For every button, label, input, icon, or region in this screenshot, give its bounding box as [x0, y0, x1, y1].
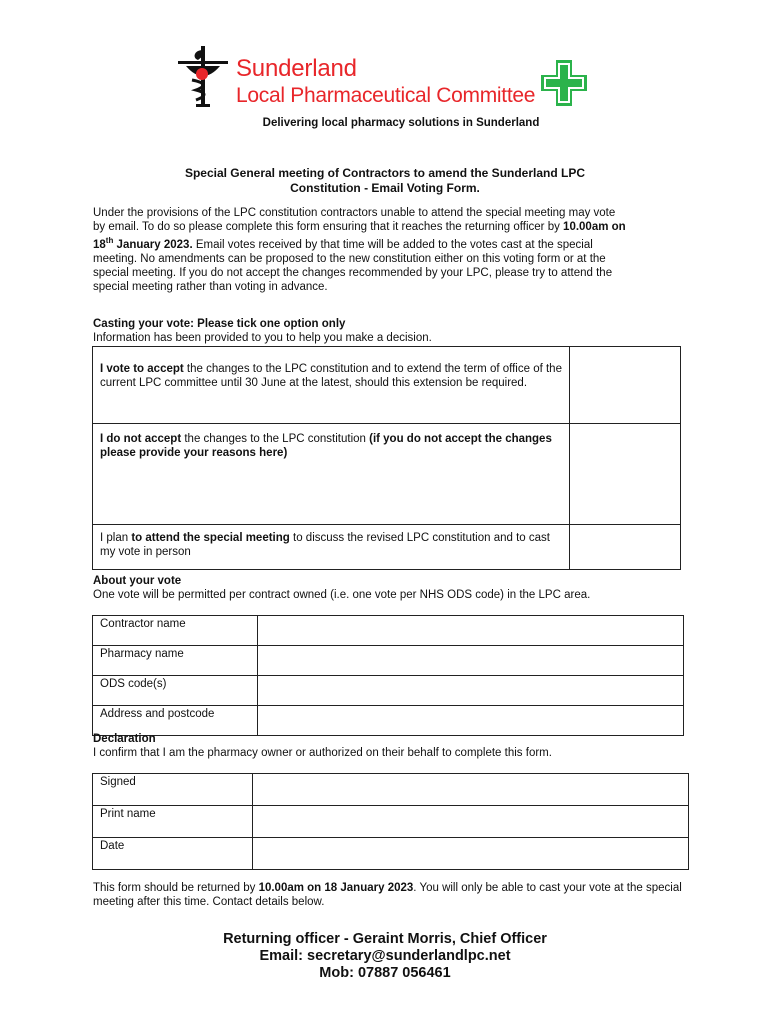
pharmacy-cross-icon [540, 59, 588, 107]
form-title-line1: Special General meeting of Contractors to amend the Sunderland LPC [184, 166, 586, 180]
casting-heading: Casting your vote: Please tick one option only [93, 318, 346, 330]
closing-text-b: . You will only be able to cast your vote at the special meeting after this time. Contact details below. [93, 882, 682, 908]
contact-email: Email: secretary@sunderlandlpc.net [259, 948, 511, 964]
form-title-line2: Constitution - Email Voting Form. [290, 181, 480, 195]
info-row [93, 676, 684, 706]
option-accept-text: the changes to the LPC constitution and to extend the term of office of the current LPC committee until 30 June at the latest, should this extension be required. [100, 363, 562, 389]
info-row [93, 616, 684, 646]
option-reject-bold: I do not accept [100, 433, 182, 445]
declaration-row [93, 838, 689, 870]
contractor-info-table [92, 615, 684, 736]
date-field[interactable] [253, 838, 689, 870]
info-row [93, 706, 684, 736]
attend-tick-box[interactable] [570, 525, 681, 570]
option-reject-reasons: (if you do not accept the changes please provide your reasons here) [100, 433, 552, 459]
signed-field[interactable] [253, 774, 689, 806]
declaration-text: I confirm that I am the pharmacy owner or authorized on their behalf to complete this form. [93, 747, 552, 759]
field-label: Pharmacy name [93, 646, 258, 676]
deadline-date: January 2023. [113, 238, 193, 251]
about-heading: About your vote [93, 575, 182, 587]
casting-subtext: Information has been provided to you to help you make a decision. [93, 332, 432, 344]
closing-paragraph [93, 881, 688, 909]
intro-paragraph [93, 206, 628, 294]
intro-text-a: Under the provisions of the LPC constitution contractors unable to attend the special meeting may vote by email. To do so please complete this form ensuring that it reaches the returning officer by [93, 207, 616, 233]
returning-officer: Returning officer - Geraint Morris, Chief Officer [223, 931, 547, 947]
option-attend-bold: to attend the special meeting [131, 532, 290, 544]
address-field[interactable] [258, 706, 684, 736]
declaration-row [93, 806, 689, 838]
contact-mobile: Mob: 07887 056461 [319, 965, 451, 981]
option-attend-pre: I plan [100, 532, 132, 544]
field-label: Contractor name [93, 616, 258, 646]
closing-deadline: 10.00am on 18 January 2023 [258, 882, 414, 894]
closing-text-a: This form should be returned by [93, 882, 259, 894]
declaration-heading: Declaration [93, 733, 156, 745]
declaration-table [92, 773, 689, 870]
option-attend-text: to discuss the revised LPC constitution and to cast my vote in person [100, 532, 550, 558]
reject-tick-box[interactable] [570, 424, 681, 525]
contractor-name-field[interactable] [258, 616, 684, 646]
field-label: Signed [93, 774, 253, 806]
org-name-line2: Local Pharmaceutical Committee [236, 84, 536, 107]
vote-option-accept [93, 347, 681, 424]
tagline: Delivering local pharmacy solutions in Sunderland [262, 117, 540, 129]
deadline-time: 10.00am on 18 [93, 221, 626, 251]
pharmacy-name-field[interactable] [258, 646, 684, 676]
option-reject-text: the changes to the LPC constitution [181, 433, 370, 445]
print-name-field[interactable] [253, 806, 689, 838]
about-text: One vote will be permitted per contract owned (i.e. one vote per NHS ODS code) in the LPC area. [93, 589, 591, 601]
field-label: Date [93, 838, 253, 870]
vote-options-table [92, 346, 681, 570]
declaration-row [93, 774, 689, 806]
accept-tick-box[interactable] [570, 347, 681, 424]
option-accept-bold: I vote to accept [100, 363, 184, 375]
deadline-sup: th [105, 236, 114, 245]
intro-text-b: Email votes received by that time will be added to the votes cast at the special meeting. No amendments can be proposed to the new constitution either on this voting form or at the special meeting. If you do not accept the changes recommended by your LPC, please try to attend the special meeting rather than voting in advance. [93, 238, 613, 293]
bowl-of-hygieia-logo-icon [176, 44, 230, 108]
ods-code-field[interactable] [258, 676, 684, 706]
field-label: ODS code(s) [93, 676, 258, 706]
field-label: Print name [93, 806, 253, 838]
info-row [93, 646, 684, 676]
vote-option-attend [93, 525, 681, 570]
form-title [93, 166, 677, 196]
field-label: Address and postcode [93, 706, 258, 736]
vote-option-reject [93, 424, 681, 525]
org-name-line1: Sunderland [236, 55, 357, 82]
